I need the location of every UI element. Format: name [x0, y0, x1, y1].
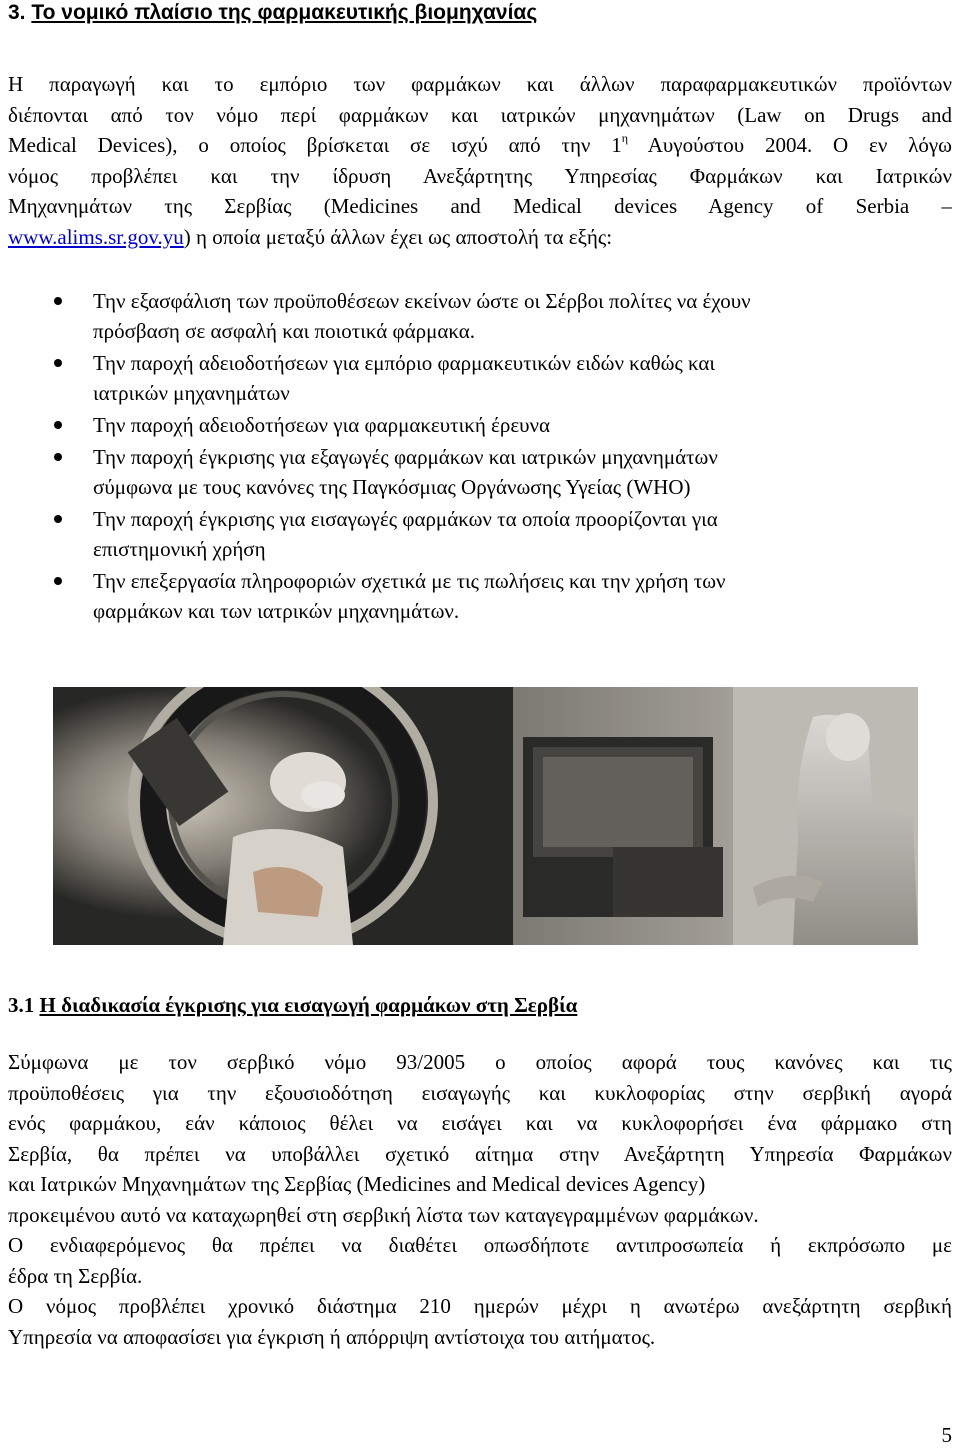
procedure-line: Ο νόμος προβλέπει χρονικό διάστημα 210 ημερών μέχρι η ανωτέρω ανεξάρτητη σερβική: [8, 1294, 952, 1318]
intro-paragraph: [8, 69, 952, 252]
procedure-line: προϋποθέσεις για την εξουσιοδότηση εισαγωγής και κυκλοφορίας στην σερβική αγορά: [8, 1080, 952, 1105]
bullet-dot-icon: [54, 421, 62, 429]
bullet-line: Την εξασφάλιση των προϋποθέσεων εκείνων ώστε οι Σέρβοι πολίτες να έχουν: [93, 289, 751, 313]
bullet-item: [8, 348, 952, 408]
section-number: 3.: [8, 1, 26, 24]
bullet-item: [8, 286, 952, 346]
bullet-dot-icon: [54, 577, 62, 585]
bullet-text: [93, 442, 952, 502]
intro-line: Η παραγωγή και το εμπόριο των φαρμάκων και άλλων παραφαρμακευτικών προϊόντων: [8, 72, 952, 96]
section-title: Το νομικό πλαίσιο της φαρμακευτικής βιομηχανίας: [31, 1, 538, 24]
procedure-line: Ο ενδιαφερόμενος θα πρέπει να διαθέτει οπωσδήποτε αντιπροσωπεία ή εκπρόσωπο με: [8, 1233, 952, 1257]
bullet-text: [93, 348, 952, 408]
bullet-line: Την παροχή έγκρισης για εισαγωγές φαρμάκων τα οποία προορίζονται για: [93, 507, 718, 531]
bullet-line: Την παροχή αδειοδοτήσεων για φαρμακευτική έρευνα: [93, 413, 551, 437]
procedure-line: Υπηρεσία να αποφασίσει για έγκριση ή απόρριψη αντίστοιχα του αιτήματος.: [8, 1324, 656, 1349]
bullet-text: [93, 504, 952, 564]
bullet-item: [8, 566, 952, 626]
bullet-dot-icon: [54, 515, 62, 523]
bullet-line: Την παροχή αδειοδοτήσεων για εμπόριο φαρμακευτικών ειδών καθώς και: [93, 351, 716, 375]
intro-line-text: Medical Devices), ο οποίος βρίσκεται σε ισχύ από την 1: [8, 133, 622, 157]
bullet-text: [93, 286, 952, 346]
procedure-line: και Ιατρικών Μηχανημάτων της Σερβίας (Medicines and Medical devices Agency): [8, 1172, 706, 1196]
procedure-paragraph: [8, 1047, 952, 1352]
intro-line: [8, 130, 952, 161]
bullet-line: επιστημονική χρήση: [93, 537, 266, 561]
bullet-dot-icon: [54, 359, 62, 367]
bullet-line: Την παροχή έγκρισης για εξαγωγές φαρμάκων και ιατρικών μηχανημάτων: [93, 445, 718, 469]
bullet-dot-icon: [54, 297, 62, 305]
bullet-line: ιατρικών μηχανημάτων: [93, 381, 290, 405]
ordinal-superscript: η: [621, 131, 629, 145]
bullet-dot-icon: [54, 453, 62, 461]
procedure-line: προκειμένου αυτό να καταχωρηθεί στη σερβική λίστα των καταγεγραμμένων φαρμάκων.: [8, 1202, 759, 1227]
factory-photo: [53, 687, 918, 945]
procedure-line: έδρα τη Σερβία.: [8, 1263, 143, 1288]
bullet-line: φαρμάκων και των ιατρικών μηχανημάτων.: [93, 599, 460, 623]
intro-line: Μηχανημάτων της Σερβίας (Medicines and Medical devices Agency of Serbia –: [8, 194, 952, 218]
intro-line: νόμος προβλέπει και την ίδρυση Ανεξάρτητης Υπηρεσίας Φαρμάκων και Ιατρικών: [8, 163, 952, 188]
bullet-line: Την επεξεργασία πληροφοριών σχετικά με τις πωλήσεις και την χρήση των: [93, 569, 726, 593]
intro-line-text: Αυγούστου 2004. Ο εν λόγω: [628, 133, 952, 157]
procedure-line: Σερβία, θα πρέπει να υποβάλλει σχετικό αίτημα στην Ανεξάρτητη Υπηρεσία Φαρμάκων: [8, 1141, 952, 1166]
intro-line: [8, 222, 952, 253]
bullet-item: [8, 442, 952, 502]
procedure-line: Σύμφωνα με τον σερβικό νόμο 93/2005 ο οποίος αφορά τους κανόνες και τις: [8, 1050, 952, 1074]
section-heading: [8, 0, 537, 26]
bullet-item: [8, 410, 952, 440]
page-number: 5: [941, 1423, 952, 1447]
bullet-line: πρόσβαση σε ασφαλή και ποιοτικά φάρμακα.: [93, 319, 476, 343]
mission-bullet-list: [8, 286, 952, 628]
subsection-number: 3.1: [8, 993, 35, 1017]
bullet-text: [93, 566, 952, 626]
bullet-line: σύμφωνα με τους κανόνες της Παγκόσμιας Οργάνωσης Υγείας (WHO): [93, 475, 691, 499]
bullet-text: [93, 410, 952, 440]
subsection-heading: [8, 992, 577, 1018]
intro-line: διέπονται από τον νόμο περί φαρμάκων και ιατρικών μηχανημάτων (Law on Drugs and: [8, 102, 952, 127]
procedure-line: ενός φαρμάκου, εάν κάποιος θέλει να εισάγει και να κυκλοφορήσει ένα φάρμακο στη: [8, 1111, 952, 1135]
subsection-title: Η διαδικασία έγκρισης για εισαγωγή φαρμάκων στη Σερβία: [39, 993, 578, 1017]
intro-line-text: ) η οποία μεταξύ άλλων έχει ως αποστολή τα εξής:: [183, 224, 613, 249]
agency-website-link[interactable]: www.alims.sr.gov.yu: [8, 224, 184, 249]
bullet-item: [8, 504, 952, 564]
